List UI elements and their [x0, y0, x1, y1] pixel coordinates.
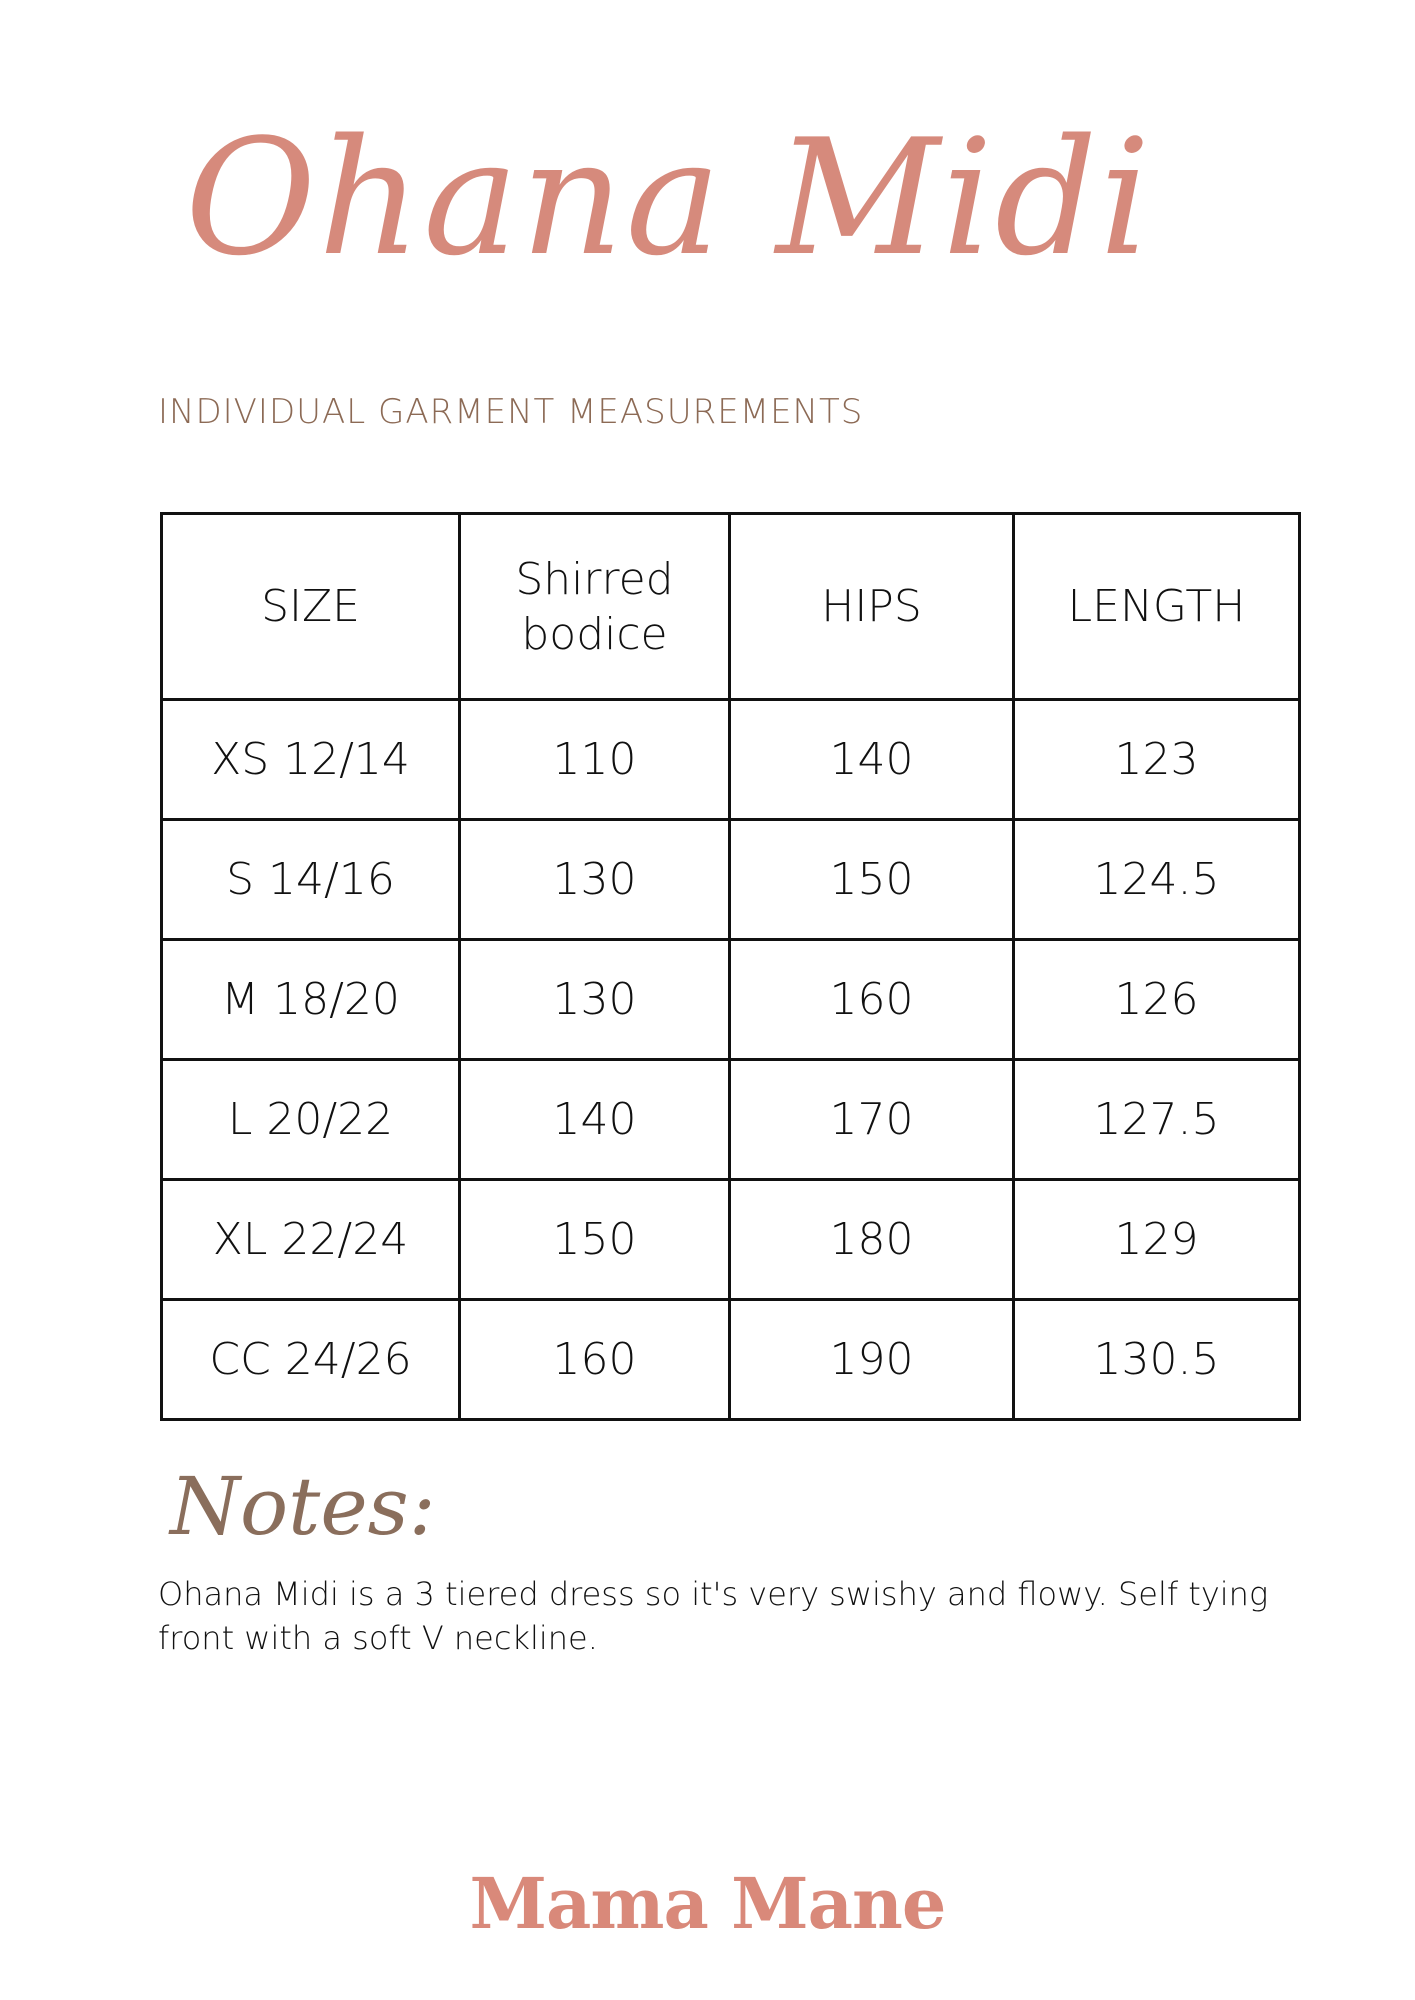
- header-shirred-bodice: [460, 514, 730, 700]
- cell-bodice: 160: [460, 1300, 730, 1420]
- cell-size: CC 24/26: [162, 1300, 460, 1420]
- cell-hips: 140: [730, 700, 1014, 820]
- cell-length: 123: [1014, 700, 1300, 820]
- header-length: LENGTH: [1014, 514, 1300, 700]
- header-size: SIZE: [162, 514, 460, 700]
- brand-logo: Mama Mane: [469, 1862, 946, 1945]
- table-header-row: [162, 514, 1300, 700]
- table-row: [162, 820, 1300, 940]
- table-row: [162, 940, 1300, 1060]
- cell-size: XL 22/24: [162, 1180, 460, 1300]
- header-hips: HIPS: [730, 514, 1014, 700]
- cell-length: 124.5: [1014, 820, 1300, 940]
- cell-bodice: 130: [460, 940, 730, 1060]
- cell-length: 129: [1014, 1180, 1300, 1300]
- cell-size: M 18/20: [162, 940, 460, 1060]
- table-row: [162, 1180, 1300, 1300]
- cell-bodice: 130: [460, 820, 730, 940]
- cell-hips: 180: [730, 1180, 1014, 1300]
- cell-hips: 170: [730, 1060, 1014, 1180]
- cell-bodice: 110: [460, 700, 730, 820]
- cell-size: S 14/16: [162, 820, 460, 940]
- cell-hips: 150: [730, 820, 1014, 940]
- cell-length: 130.5: [1014, 1300, 1300, 1420]
- table-row: [162, 1060, 1300, 1180]
- cell-size: XS 12/14: [162, 700, 460, 820]
- cell-hips: 160: [730, 940, 1014, 1060]
- cell-length: 127.5: [1014, 1060, 1300, 1180]
- table-row: [162, 700, 1300, 820]
- cell-bodice: 150: [460, 1180, 730, 1300]
- cell-size: L 20/22: [162, 1060, 460, 1180]
- cell-bodice: 140: [460, 1060, 730, 1180]
- notes-heading: Notes:: [170, 1460, 436, 1553]
- measurements-table: [160, 512, 1301, 1421]
- table-row: [162, 1300, 1300, 1420]
- cell-hips: 190: [730, 1300, 1014, 1420]
- page-title: Ohana Midi: [185, 104, 1153, 291]
- section-subtitle: INDIVIDUAL GARMENT MEASUREMENTS: [158, 392, 864, 432]
- notes-text: Ohana Midi is a 3 tiered dress so it's very swishy and flowy. Self tying front with a soft V neckline.: [158, 1575, 1269, 1657]
- cell-length: 126: [1014, 940, 1300, 1060]
- header-bodice-line2: bodice: [521, 608, 668, 660]
- header-bodice-line1: Shirred: [515, 553, 674, 605]
